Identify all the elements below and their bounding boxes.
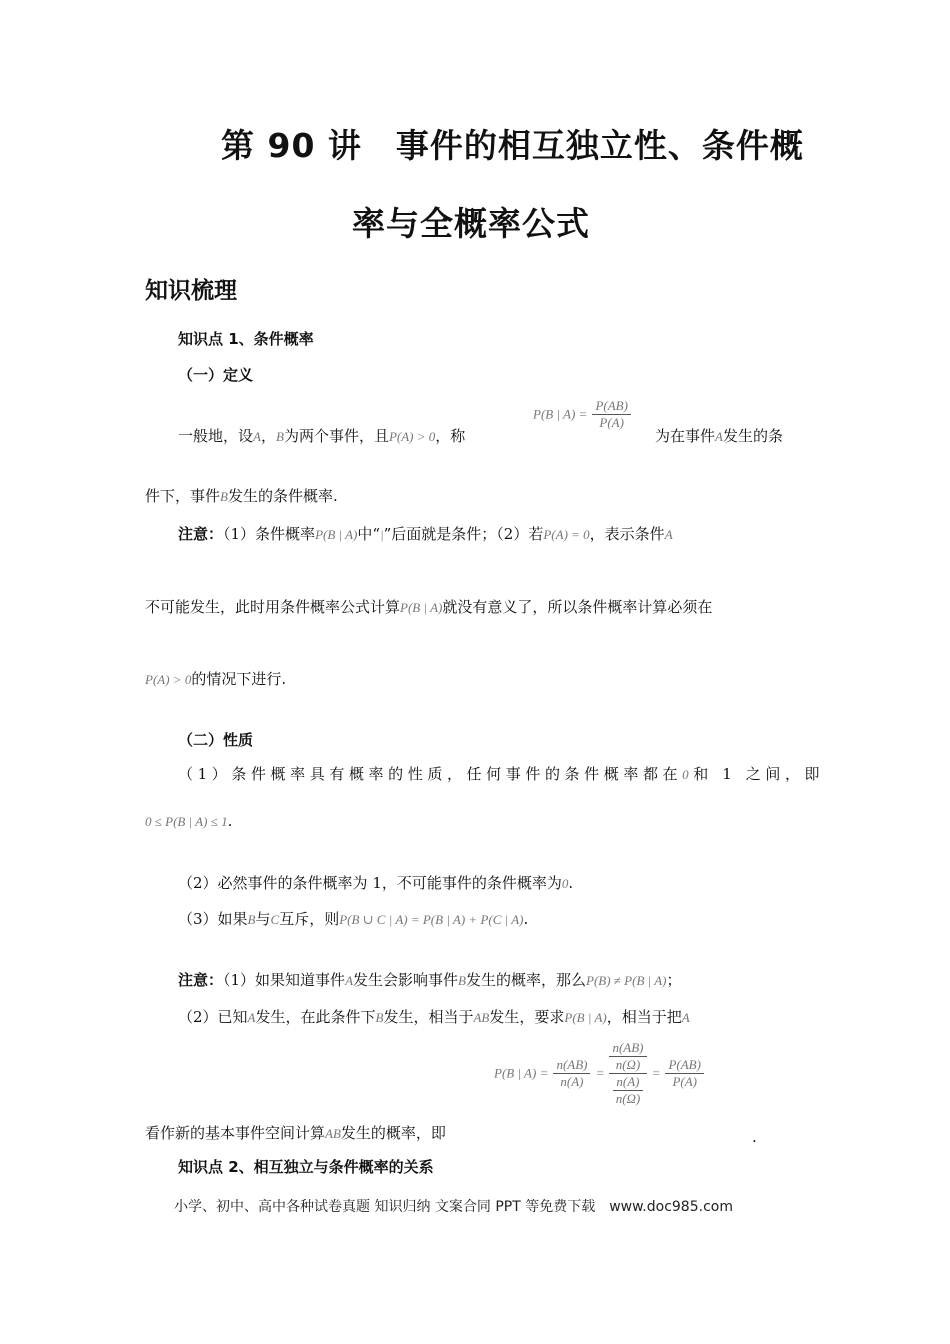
- compound-fraction-formula: P(B | A) = $\frac{n(AB)}{n(A)}$ = $\frac{\frac{n(AB)}{n(\Omega)}}{\frac{n(A)}{n(\Omega)}}$ = $\frac{P(AB)}{P(A)}$: [494, 1040, 704, 1107]
- footer-text: 小学、初中、高中各种试卷真题 知识归纳 文案合同 PPT 等免费下载 www.doc985.com: [174, 1199, 733, 1215]
- definition-line-1-end: 为在事件A发生的条: [655, 427, 783, 445]
- kp1-sub-properties: （二）性质: [178, 731, 254, 749]
- page-title-line-2: 率与全概率公式: [352, 204, 590, 243]
- note-1-line-1: 注意：（1）条件概率P(B | A)中“|”后面就是条件；（2）若P(A) = 0，表示条件A: [178, 525, 673, 543]
- property-1-line-1: （1）条件概率具有概率的性质，任何事件的条件概率都在0和 1 之间，即: [178, 765, 825, 783]
- note-2-line-1: 注意：（1）如果知道事件A发生会影响事件B发生的概率，那么P(B) ≠ P(B | A)；: [178, 971, 682, 989]
- property-2: （2）必然事件的条件概率为 1，不可能事件的条件概率为0.: [178, 874, 574, 892]
- property-1-line-2: 0 ≤ P(B | A) ≤ 1.: [145, 812, 233, 830]
- kp2-heading: 知识点 2、相互独立与条件概率的关系: [178, 1158, 434, 1176]
- property-3: （3）如果B与C互斥，则P(B ∪ C | A) = P(B | A) + P(C | A).: [178, 910, 529, 928]
- page-title-line-1: 第 90 讲 事件的相互独立性、条件概: [221, 126, 804, 165]
- note-2-line-2: （2）已知A发生，在此条件下B发生，相当于AB发生，要求P(B | A)，相当于把A: [178, 1008, 690, 1026]
- section-heading: 知识梳理: [145, 278, 237, 304]
- kp1-heading: 知识点 1、条件概率: [178, 330, 314, 348]
- kp1-sub-definition: （一）定义: [178, 366, 254, 384]
- note-1-line-3: P(A) > 0的情况下进行.: [145, 670, 287, 688]
- note-2-end-dot: .: [752, 1128, 757, 1146]
- note-1-line-2: 不可能发生，此时用条件概率公式计算P(B | A)就没有意义了，所以条件概率计算必须在: [145, 598, 713, 616]
- definition-line-2: 件下，事件B发生的条件概率.: [145, 487, 338, 505]
- note-2-line-3: 看作新的基本事件空间计算AB发生的概率，即: [145, 1124, 446, 1142]
- conditional-probability-formula: P(B | A) = $\frac{P(AB)}{P(A)}$: [533, 398, 631, 431]
- definition-line-1: 一般地，设A，B为两个事件，且P(A) > 0，称: [178, 427, 466, 445]
